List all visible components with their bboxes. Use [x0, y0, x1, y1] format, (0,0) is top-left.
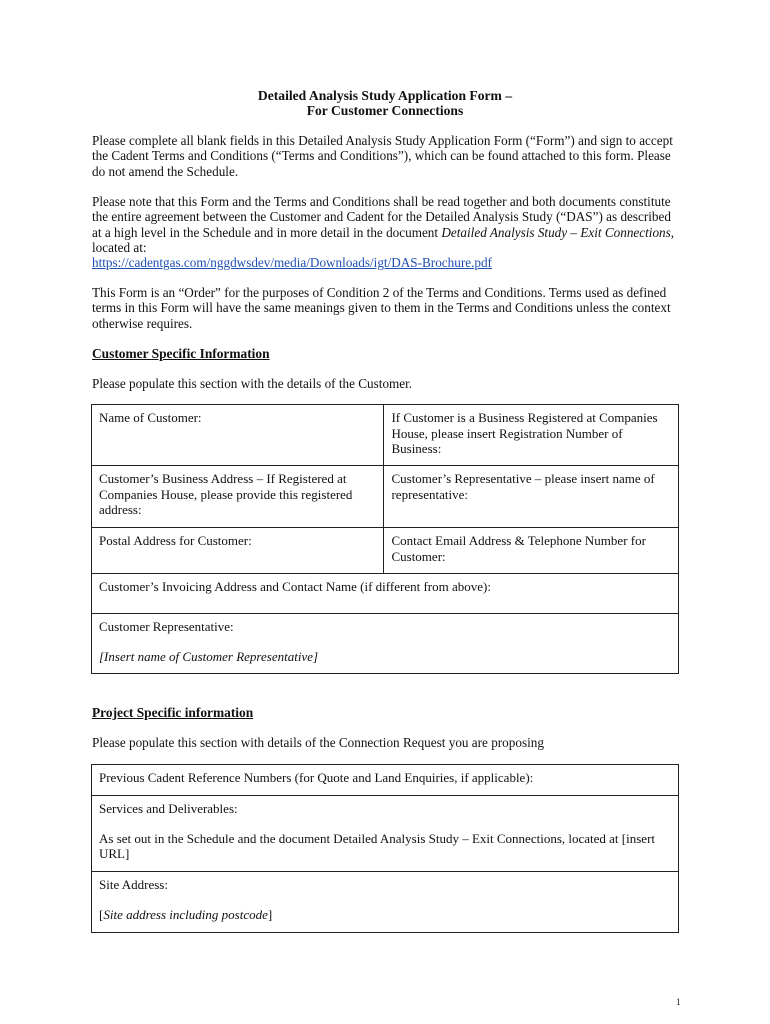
customer-details-table	[91, 404, 679, 674]
customer-representative-placeholder: [Insert name of Customer Representative]	[99, 648, 319, 664]
intro-paragraph-2-text: Please note that this Form and the Terms and Conditions shall be read together and both documents constitute the entire agreement between the Customer and Cadent for the Detailed Analysis Study (“DAS”) as described at a high level in the Schedule and in more detail in the document	[92, 194, 671, 240]
project-section-heading: Project Specific information	[92, 705, 254, 720]
site-address-placeholder: Site address including postcode	[103, 906, 268, 922]
contact-email-phone-field[interactable]	[384, 528, 679, 574]
name-of-customer-label: Name of Customer:	[99, 410, 202, 425]
previous-reference-field[interactable]	[92, 765, 679, 796]
contact-email-phone-label: Contact Email Address & Telephone Number for Customer:	[391, 533, 646, 564]
page-number: 1	[676, 997, 681, 1007]
services-deliverables-label: Services and Deliverables:	[99, 801, 238, 816]
site-address-close-bracket: ]	[267, 906, 273, 922]
intro-paragraph-3	[92, 285, 682, 331]
project-details-table	[91, 764, 679, 933]
intro-paragraph-1-text: Please complete all blank fields in this Detailed Analysis Study Application Form (“Form”) and sign to accept the Cadent Terms and Conditions (“Terms and Conditions”), which can be found attached to this form. Please do not amend the Schedule.	[92, 133, 673, 179]
invoicing-address-field[interactable]	[92, 574, 679, 614]
business-address-field[interactable]	[92, 466, 384, 528]
services-deliverables-field[interactable]	[92, 796, 679, 872]
company-registration-field[interactable]	[384, 405, 679, 466]
customer-representative-field[interactable]	[92, 614, 679, 674]
document-title-line-2: For Customer Connections	[306, 103, 464, 118]
postal-address-label: Postal Address for Customer:	[99, 533, 252, 548]
customer-section-heading: Customer Specific Information	[92, 346, 270, 361]
postal-address-field[interactable]	[92, 528, 384, 574]
customer-section-instruction: Please populate this section with the details of the Customer.	[92, 376, 413, 391]
das-document-name: Detailed Analysis Study – Exit Connections	[441, 224, 671, 240]
previous-reference-label: Previous Cadent Reference Numbers (for Quote and Land Enquiries, if applicable):	[99, 770, 534, 785]
intro-paragraph-2	[92, 194, 682, 270]
intro-paragraph-1	[92, 133, 682, 179]
site-address-label: Site Address:	[99, 877, 168, 892]
das-brochure-link[interactable]: https://cadentgas.com/nggdwsdev/media/Downloads/igt/DAS-Brochure.pdf	[92, 255, 492, 271]
representative-name-label: Customer’s Representative – please insert name of representative:	[391, 471, 655, 502]
site-address-field[interactable]	[92, 872, 679, 933]
document-title-line-1: Detailed Analysis Study Application Form –	[257, 88, 513, 103]
intro-paragraph-2-suffix: , located at:	[92, 224, 675, 255]
invoicing-address-label: Customer’s Invoicing Address and Contact Name (if different from above):	[99, 579, 491, 594]
customer-representative-label: Customer Representative:	[99, 619, 234, 634]
representative-name-field[interactable]	[384, 466, 679, 528]
services-deliverables-text: As set out in the Schedule and the document Detailed Analysis Study – Exit Connections, located at [insert URL]	[99, 830, 656, 862]
name-of-customer-field[interactable]	[92, 405, 384, 466]
site-address-open-bracket: [	[99, 906, 104, 922]
project-section-instruction: Please populate this section with details of the Connection Request you are proposing	[92, 735, 544, 750]
business-address-label: Customer’s Business Address – If Registered at Companies House, please provide this registered address:	[99, 471, 353, 518]
company-registration-label: If Customer is a Business Registered at Companies House, please insert Registration Number of Business:	[391, 410, 658, 457]
intro-paragraph-3-text: This Form is an “Order” for the purposes of Condition 2 of the Terms and Conditions. Terms used as defined terms in this Form will have the same meanings given to them in the Terms and Conditions unless the context otherwise requires.	[92, 285, 671, 331]
